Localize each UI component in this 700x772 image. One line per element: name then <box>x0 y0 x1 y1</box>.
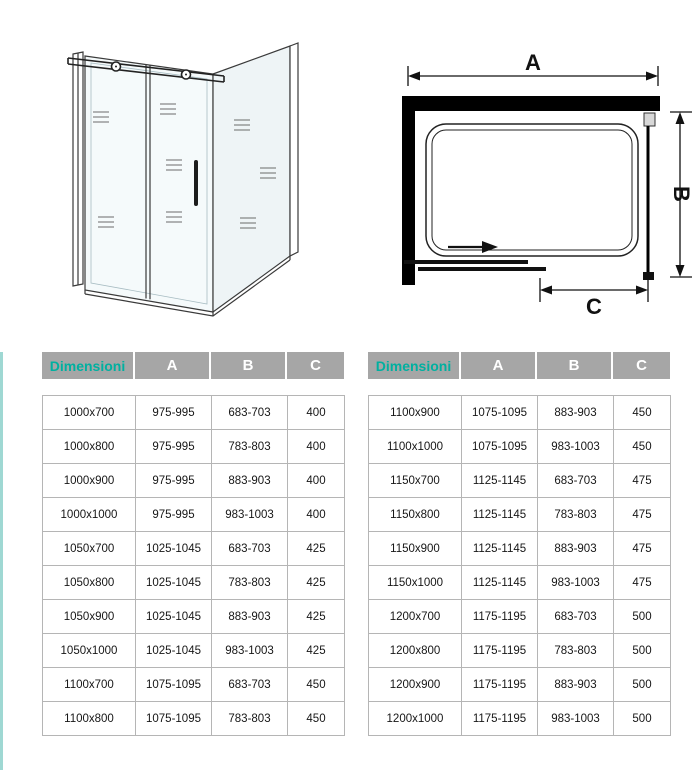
table-cell: 1000x1000 <box>43 498 136 532</box>
table-cell: 1075-1095 <box>136 668 212 702</box>
table-cell: 883-903 <box>212 464 288 498</box>
table-row <box>43 498 345 532</box>
table-cell: 983-1003 <box>212 498 288 532</box>
table-cell: 475 <box>614 532 671 566</box>
shower-tray-outline-outer <box>426 124 638 256</box>
table-cell: 683-703 <box>538 600 614 634</box>
table-row <box>43 566 345 600</box>
wall-left <box>402 111 415 285</box>
table-cell: 1175-1195 <box>462 668 538 702</box>
shower-plan-view-drawing <box>374 28 700 320</box>
table-cell: 975-995 <box>136 396 212 430</box>
table-cell: 500 <box>614 668 671 702</box>
header-a: A <box>461 352 537 379</box>
table-cell: 975-995 <box>136 498 212 532</box>
table-cell: 1200x700 <box>369 600 462 634</box>
table-row <box>369 464 671 498</box>
table-cell: 400 <box>288 464 345 498</box>
table-row <box>43 464 345 498</box>
dimension-a-label: A <box>525 50 541 75</box>
left-wall-profile <box>73 52 83 286</box>
table-row <box>43 702 345 736</box>
table-cell: 883-903 <box>538 668 614 702</box>
header-a: A <box>135 352 211 379</box>
table-cell: 683-703 <box>212 396 288 430</box>
table-cell: 1150x900 <box>369 532 462 566</box>
table-cell: 500 <box>614 634 671 668</box>
table-cell: 1050x800 <box>43 566 136 600</box>
table-row <box>369 600 671 634</box>
shower-tray-outline-inner <box>432 130 632 250</box>
dimension-a <box>408 50 658 86</box>
table-cell: 983-1003 <box>538 566 614 600</box>
dimension-b-label: B <box>669 186 694 202</box>
side-glass-panel <box>213 43 298 312</box>
dimension-table-left <box>42 352 344 736</box>
table-row <box>43 634 345 668</box>
table-cell: 400 <box>288 430 345 464</box>
dimension-c <box>540 278 648 319</box>
table-cell: 1025-1045 <box>136 634 212 668</box>
table-cell: 1125-1145 <box>462 464 538 498</box>
table-cell: 1075-1095 <box>462 430 538 464</box>
table-row <box>369 532 671 566</box>
figures-row <box>0 0 700 350</box>
header-dimensioni: Dimensioni <box>42 352 135 379</box>
wall-top <box>402 96 660 111</box>
table-header-left <box>42 352 344 379</box>
table-cell: 1025-1045 <box>136 600 212 634</box>
table-cell: 1000x900 <box>43 464 136 498</box>
table-cell: 683-703 <box>212 532 288 566</box>
table-cell: 883-903 <box>538 396 614 430</box>
table-cell: 425 <box>288 600 345 634</box>
table-cell: 1100x700 <box>43 668 136 702</box>
table-cell: 500 <box>614 600 671 634</box>
table-cell: 1125-1145 <box>462 566 538 600</box>
table-cell: 783-803 <box>538 634 614 668</box>
table-cell: 1200x1000 <box>369 702 462 736</box>
table-cell: 450 <box>288 702 345 736</box>
slide-direction-arrow <box>448 241 498 253</box>
table-row <box>43 532 345 566</box>
table-cell: 425 <box>288 566 345 600</box>
header-c: C <box>287 352 344 379</box>
table-cell: 783-803 <box>212 566 288 600</box>
table-cell: 975-995 <box>136 430 212 464</box>
table-cell: 783-803 <box>538 498 614 532</box>
table-cell: 975-995 <box>136 464 212 498</box>
header-b: B <box>211 352 287 379</box>
table-cell: 1175-1195 <box>462 600 538 634</box>
table-cell: 983-1003 <box>212 634 288 668</box>
table-header-right <box>368 352 670 379</box>
table-row <box>369 430 671 464</box>
table-row <box>43 668 345 702</box>
table-cell: 1150x700 <box>369 464 462 498</box>
dimension-tables <box>42 352 670 736</box>
table-cell: 475 <box>614 464 671 498</box>
table-cell: 883-903 <box>538 532 614 566</box>
table-cell: 500 <box>614 702 671 736</box>
table-cell: 450 <box>614 430 671 464</box>
table-cell: 475 <box>614 498 671 532</box>
table-cell: 425 <box>288 532 345 566</box>
table-cell: 1100x900 <box>369 396 462 430</box>
table-cell: 1100x1000 <box>369 430 462 464</box>
table-cell: 425 <box>288 634 345 668</box>
table-cell: 400 <box>288 396 345 430</box>
table-row <box>369 702 671 736</box>
table-row <box>43 396 345 430</box>
table-cell: 1125-1145 <box>462 532 538 566</box>
table-cell: 1075-1095 <box>462 396 538 430</box>
dimension-table-right <box>368 352 670 736</box>
table-row <box>369 498 671 532</box>
table-row <box>369 396 671 430</box>
table-cell: 400 <box>288 498 345 532</box>
table-cell: 1050x700 <box>43 532 136 566</box>
table-cell: 1200x900 <box>369 668 462 702</box>
front-glass-panels <box>85 56 213 312</box>
dimension-b <box>669 112 694 277</box>
table-row <box>369 634 671 668</box>
header-b: B <box>537 352 613 379</box>
table-cell: 1025-1045 <box>136 566 212 600</box>
wall-profile-block <box>644 113 655 126</box>
table-cell: 883-903 <box>212 600 288 634</box>
header-c: C <box>613 352 670 379</box>
table-cell: 683-703 <box>212 668 288 702</box>
table-cell: 683-703 <box>538 464 614 498</box>
table-cell: 1000x800 <box>43 430 136 464</box>
dimension-c-label: C <box>586 294 602 319</box>
table-cell: 783-803 <box>212 430 288 464</box>
table-cell: 1000x700 <box>43 396 136 430</box>
table-cell: 1150x800 <box>369 498 462 532</box>
table-row <box>369 668 671 702</box>
table-row <box>43 430 345 464</box>
table-cell: 983-1003 <box>538 702 614 736</box>
dimension-grid-left <box>42 395 345 736</box>
table-cell: 1050x900 <box>43 600 136 634</box>
table-cell: 475 <box>614 566 671 600</box>
table-cell: 1050x1000 <box>43 634 136 668</box>
table-cell: 1075-1095 <box>136 702 212 736</box>
header-dimensioni: Dimensioni <box>368 352 461 379</box>
table-cell: 1025-1045 <box>136 532 212 566</box>
table-row <box>369 566 671 600</box>
table-cell: 783-803 <box>212 702 288 736</box>
table-cell: 1150x1000 <box>369 566 462 600</box>
left-edge-accent <box>0 352 3 770</box>
table-cell: 1100x800 <box>43 702 136 736</box>
table-row <box>43 600 345 634</box>
table-cell: 1175-1195 <box>462 634 538 668</box>
table-cell: 1200x800 <box>369 634 462 668</box>
table-cell: 450 <box>614 396 671 430</box>
table-cell: 1175-1195 <box>462 702 538 736</box>
table-cell: 983-1003 <box>538 430 614 464</box>
dimension-grid-right <box>368 395 671 736</box>
table-cell: 450 <box>288 668 345 702</box>
shower-enclosure-3d-drawing <box>38 12 318 337</box>
table-cell: 1125-1145 <box>462 498 538 532</box>
